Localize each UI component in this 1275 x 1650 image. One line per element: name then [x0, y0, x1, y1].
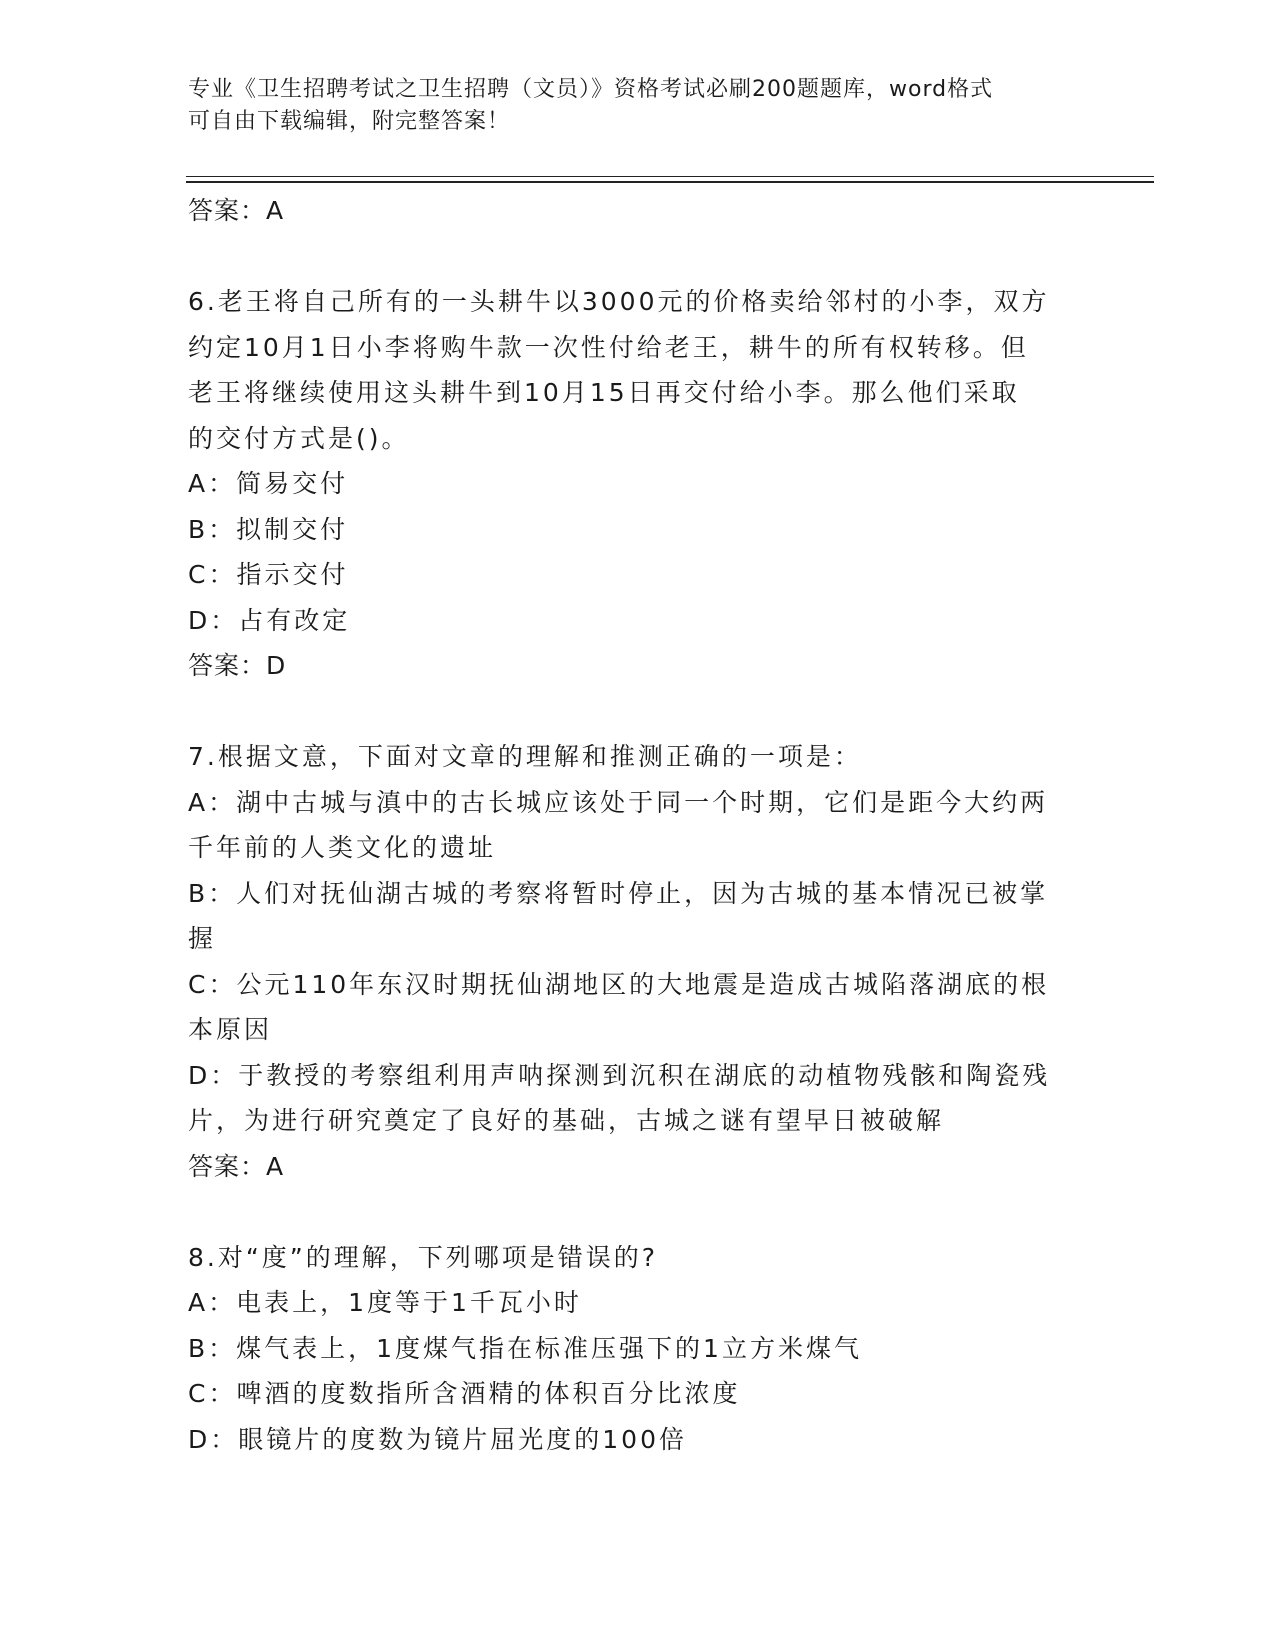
option-d: D：占有改定	[188, 605, 351, 635]
option-b: B：拟制交付	[188, 514, 349, 544]
question-8	[188, 1235, 1068, 1463]
header-title-line-2: 可自由下载编辑，附完整答案！	[188, 109, 511, 134]
option-b-continued: 握	[188, 924, 217, 953]
question-stem-line: 8.对“度”的理解，下列哪项是错误的?	[188, 1242, 659, 1272]
spacer	[188, 234, 1068, 280]
question-list	[188, 188, 1068, 1462]
question-answer: 答案：A	[188, 1151, 285, 1181]
option-d: D：于教授的考察组利用声呐探测到沉积在湖底的动植物残骸和陶瓷残	[188, 1060, 1051, 1090]
question-stem-line: 的交付方式是()。	[188, 423, 410, 453]
question-6	[188, 279, 1068, 689]
option-b: B：人们对抚仙湖古城的考察将暂时停止，因为古城的基本情况已被掌	[188, 878, 1049, 908]
option-c: C：指示交付	[188, 560, 349, 589]
header-divider-thick	[186, 181, 1154, 183]
option-a: A：电表上，1度等于1千瓦小时	[188, 1288, 582, 1317]
option-d: D：眼镜片的度数为镜片屈光度的100倍	[188, 1424, 687, 1454]
question-stem-line: 7.根据文意，下面对文章的理解和推测正确的一项是：	[188, 742, 862, 771]
option-c-continued: 本原因	[188, 1015, 273, 1044]
previous-answer: 答案：A	[188, 196, 285, 225]
option-a: A：简易交付	[188, 469, 349, 498]
spacer	[188, 1189, 1068, 1235]
header-title-line-1: 专业《卫生招聘考试之卫生招聘（文员）》资格考试必刷200题题库，word格式	[188, 77, 994, 102]
option-a-continued: 千年前的人类文化的遗址	[188, 833, 497, 862]
option-d-continued: 片，为进行研究奠定了良好的基础，古城之谜有望早日被破解	[188, 1106, 945, 1135]
option-c: C：啤酒的度数指所含酒精的体积百分比浓度	[188, 1379, 741, 1408]
question-stem-line: 6.老王将自己所有的一头耕牛以3000元的价格卖给邻村的小李，双方	[188, 287, 1050, 316]
question-7	[188, 734, 1068, 1189]
spacer	[188, 689, 1068, 735]
option-b: B：煤气表上，1度煤气指在标准压强下的1立方米煤气	[188, 1333, 862, 1363]
option-a: A：湖中古城与滇中的古长城应该处于同一个时期，它们是距今大约两	[188, 787, 1049, 817]
document-header	[188, 74, 1068, 138]
question-answer: 答案：D	[188, 651, 287, 680]
option-c: C：公元110年东汉时期抚仙湖地区的大地震是造成古城陷落湖底的根	[188, 969, 1050, 999]
question-stem-line: 约定10月1日小李将购牛款一次性付给老王，耕牛的所有权转移。但	[188, 332, 1029, 362]
header-divider-thin	[186, 176, 1154, 177]
question-stem-line: 老王将继续使用这头耕牛到10月15日再交付给小李。那么他们采取	[188, 378, 1020, 407]
